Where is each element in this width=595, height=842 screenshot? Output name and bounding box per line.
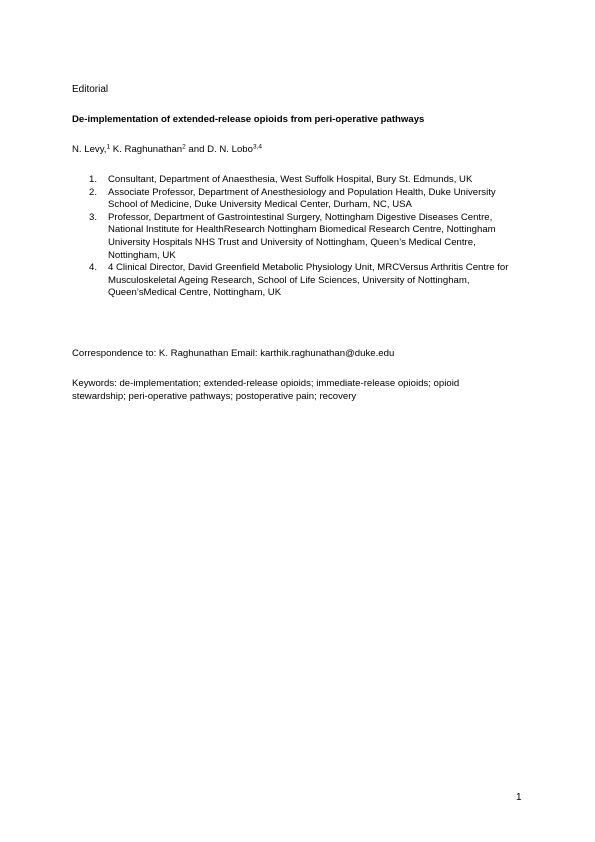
affiliation-list (72, 174, 524, 300)
author-affiliation-marker: 2 (182, 143, 186, 151)
author-name: K. Raghunathan (112, 144, 183, 155)
affiliation-text: Associate Professor, Department of Anesthesiology and Population Health, Duke University School of Medicine, Duke University Medical Center, Durham, NC, USA (108, 186, 496, 211)
affiliation-number: 3. (89, 211, 98, 223)
affiliation-number: 1. (89, 174, 98, 185)
affiliation-number: 4. (89, 262, 98, 274)
affiliation-item (72, 174, 524, 187)
affiliation-number: 2. (89, 186, 98, 198)
affiliation-item (72, 212, 524, 262)
affiliation-text: Consultant, Department of Anaesthesia, West Suffolk Hospital, Bury St. Edmunds, UK (108, 174, 473, 185)
affiliation-item (72, 262, 524, 300)
affiliation-text: 4 Clinical Director, David Greenfield Metabolic Physiology Unit, MRCVersus Arthritis Centre for Musculoskeletal Ageing Research, School of Life Sciences, University of Nottingham, Queen’sMedical Centre, Nottingham, UK (108, 262, 509, 299)
author-affiliation-marker: 3,4 (252, 143, 263, 151)
author-affiliation-marker: 1 (106, 143, 111, 151)
author-name: N. Levy, (72, 144, 107, 155)
author-line (72, 144, 522, 157)
article-title: De-implementation of extended-release opioids from peri-operative pathways (72, 114, 425, 125)
correspondence-line: Correspondence to: K. Raghunathan Email: karthik.raghunathan@duke.edu (72, 348, 395, 359)
page-number: 1 (516, 792, 522, 803)
author-name: D. N. Lobo (207, 144, 253, 155)
author-separator: and (185, 144, 208, 155)
affiliation-item (72, 187, 524, 212)
keywords-line: Keywords: de-implementation; extended-release opioids; immediate-release opioids; opioid stewardship; peri-operative pathways; postoperative pain; recovery (72, 378, 460, 402)
affiliation-text: Professor, Department of Gastrointestinal Surgery, Nottingham Digestive Diseases Centre, National Institute for HealthResearch Nottingham Biomedical Research Centre, Nottingham University Hospitals NHS Trust and University of Nottingham, Queen’s Medical Centre, Nottingham, UK (108, 211, 496, 261)
article-type-label: Editorial (72, 84, 109, 95)
